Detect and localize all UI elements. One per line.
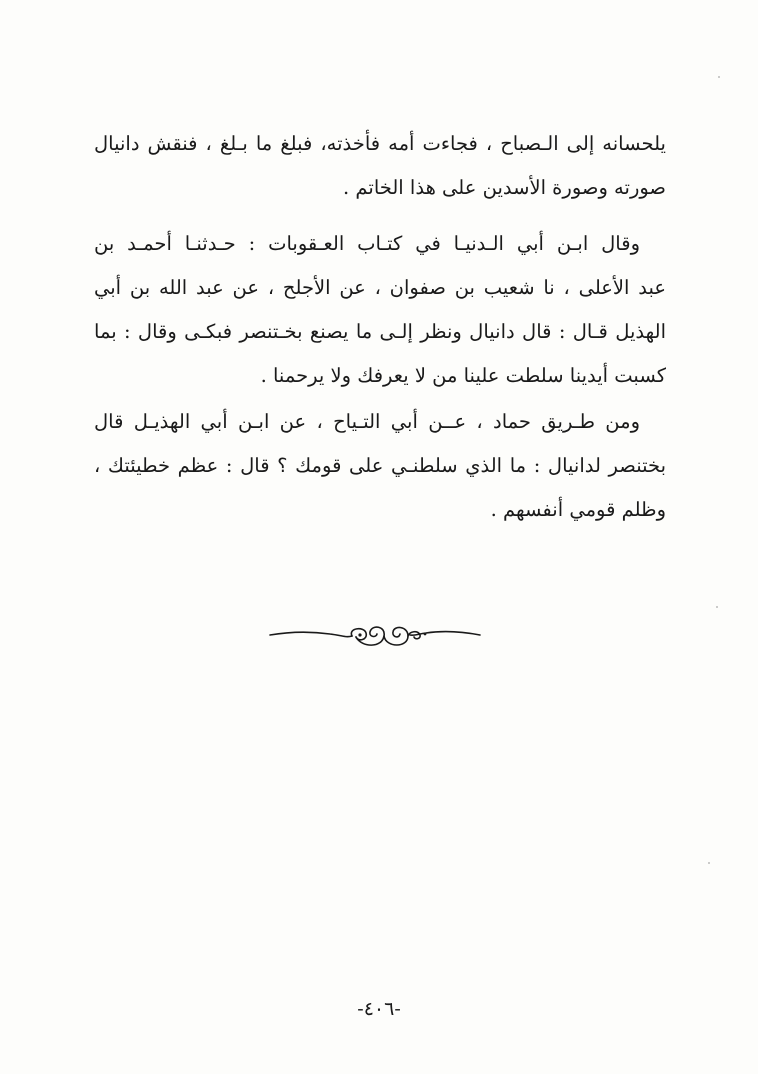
paragraph-line: الهذيل قـال : قال دانيال ونظر إلـى ما يصنع بخـتنصر فبكـى وقال : بما <box>94 320 666 343</box>
paragraph-1 <box>94 122 666 210</box>
paragraph-line: وقال ابـن أبي الـدنيـا في كتـاب العـقوبات : حـدثنـا أحمـد بن <box>94 232 640 255</box>
paragraph-2 <box>94 222 666 398</box>
paragraph-line: ومن طـريق حماد ، عــن أبي التـياح ، عن ابـن أبي الهذيـل قال <box>94 410 640 433</box>
paragraph-line: صورته وصورة الأسدين على هذا الخاتم . <box>343 176 666 199</box>
paragraph-line: عبد الأعلى ، نا شعيب بن صفوان ، عن الأجلح ، عن عبد الله بن أبي <box>94 276 666 299</box>
page-number: -٤٠٦- <box>357 998 401 1020</box>
paragraph-line: كسبت أيدينا سلطت علينا من لا يعرفك ولا يرحمنا . <box>260 364 666 387</box>
swirl-divider-icon <box>268 618 482 652</box>
paragraph-line: وظلم قومي أنفسهم . <box>490 498 666 521</box>
paragraph-3 <box>94 400 666 532</box>
paragraph-line: بختنصر لدانيال : ما الذي سلطنـي على قومك ؟ قال : عظم خطيئتك ، <box>94 454 666 477</box>
paper-speck <box>708 862 710 864</box>
paper-speck <box>716 606 718 608</box>
paragraph-line: يلحسانه إلى الـصباح ، فجاءت أمه فأخذته، فبلغ ما بـلغ ، فنقش دانيال <box>94 132 666 155</box>
paper-speck <box>718 76 720 78</box>
